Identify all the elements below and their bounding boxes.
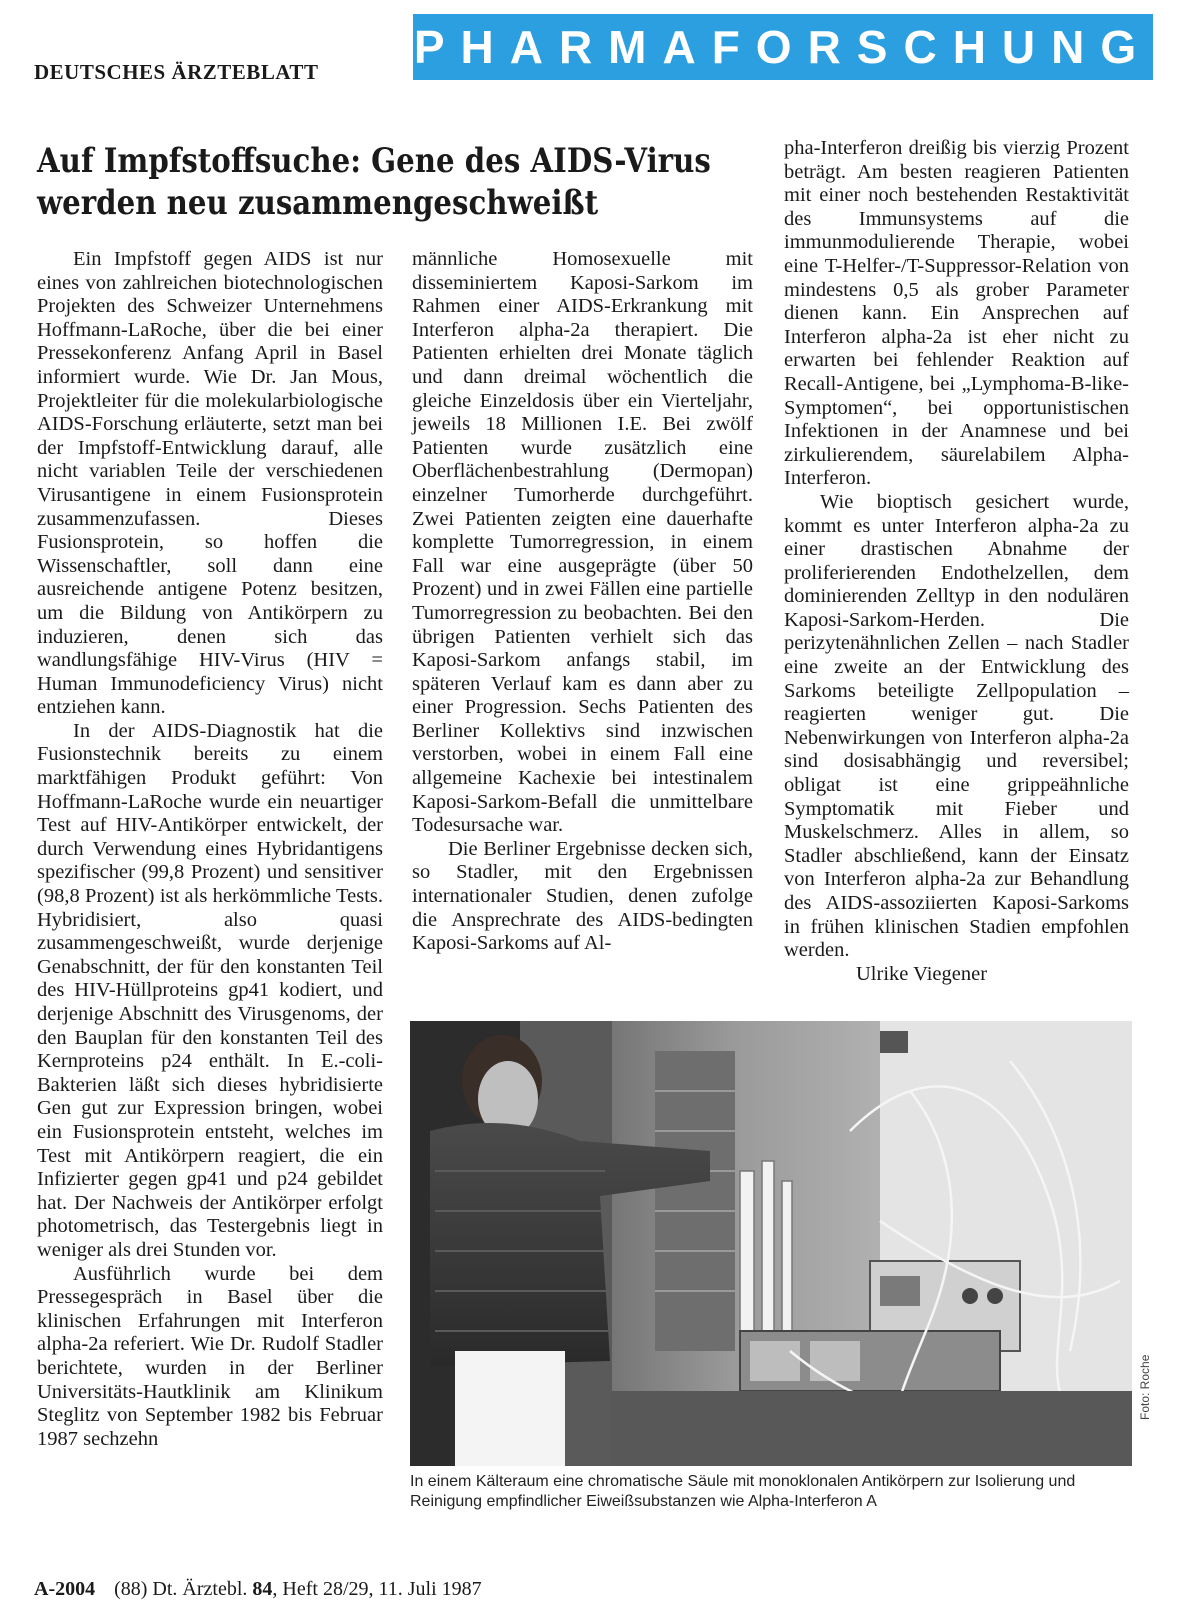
paragraph: In der AIDS-Diagnostik hat die Fusionstechnik bereits zu einem marktfähigen Produkt geführt: Von Hoffmann-LaRoche wurde ein neuartiger Test auf HIV-Antikörper entwickelt, der durch Verwendung eines Hybridantigens spezifischer (99,8 Prozent) und sensitiver (98,8 Prozent) ist als herkömmliche Tests. Hybridisiert, also quasi zusammengeschweißt, wurde derjenige Genabschnitt, der für den konstanten Teil des HIV-Hüllproteins gp41 kodiert, und derjenige Abschnitt des Virusgenoms, der den Bauplan für den konstanten Teil des Kernproteins p24 enthält. In E.-coli-Bakterien läßt sich dieses hybridisierte Gen gut zur Expression bringen, wobei ein Fusionsprotein entsteht, welches im Test mit Antikörpern reagiert, die ein Infizierter gegen gp41 und p24 gebildet hat. Der Nachweis der Antikörper erfolgt photometrisch, das Testergebnis liegt in weniger als drei Stunden vor. bbox=[37, 719, 383, 1261]
lab-photo bbox=[410, 1021, 1132, 1466]
page-number: A-2004 bbox=[34, 1578, 96, 1600]
paragraph: Wie bioptisch gesichert wurde, kommt es unter Interferon alpha-2a zu einer drastischen Abnahme der proliferierenden Endothelzellen, dem dominierenden Zelltyp in den nodulären Kaposi-Sarkom-Herden. Die perizytenähnlichen Zellen – nach Stadler eine zweite an der Entwicklung des Sarkoms beteiligte Zellpopulation – reagierten weniger gut. Die Nebenwirkungen von Interferon alpha-2a sind dosisabhängig und reversibel; obligat ist eine grippeähnliche Symptomatik mit Fieber und Muskelschmerz. Alles in allem, so Stadler abschließend, kann der Einsatz von Interferon alpha-2a zur Behandlung des AIDS-assoziierten Kaposi-Sarkoms in frühen klinischen Stadien empfohlen werden. bbox=[784, 490, 1129, 962]
paragraph: Die Berliner Ergebnisse decken sich, so Stadler, mit den Ergebnissen internationaler Studien, denen zufolge die Ansprechrate des AIDS-bedingten Kaposi-Sarkoms auf Al- bbox=[412, 837, 753, 955]
title-line-2: werden neu zusammengeschweißt bbox=[37, 183, 599, 223]
citation-suffix: , Heft 28/29, 11. Juli 1987 bbox=[272, 1578, 482, 1600]
title-line-1: Auf Impfstoffsuche: Gene des AIDS-Virus bbox=[37, 141, 711, 181]
article-title bbox=[37, 140, 742, 224]
text-column-1 bbox=[37, 248, 383, 1451]
paragraph: Ein Impfstoff gegen AIDS ist nur eines von zahlreichen biotechnologischen Projekten des Schweizer Unternehmens Hoffmann-LaRoche, über die bei einer Pressekonferenz Anfang April in Basel informiert wurde. Wie Dr. Jan Mous, Projektleiter für die molekularbiologische AIDS-Forschung erläuterte, setzt man bei der Impfstoff-Entwicklung darauf, alle nicht variablen Teile der verschiedenen Virusantigene in einem Fusionsprotein zusammenzufassen. Dieses Fusionsprotein, so hoffen die Wissenschaftler, soll dann eine ausreichende antigene Potenz besitzen, um die Bildung von Antikörpern zu induzieren, denen sich das wandlungsfähige HIV-Virus (HIV = Human Immunodeficiency Virus) nicht entziehen kann. bbox=[37, 248, 383, 719]
citation-prefix: (88) Dt. Ärztebl. bbox=[114, 1578, 248, 1600]
paragraph: Ausführlich wurde bei dem Pressegespräch in Basel über die klinischen Erfahrungen mit Interferon alpha-2a referiert. Wie Dr. Rudolf Stadler berichtete, wurden in der Berliner Universitäts-Hautklinik am Klinikum Steglitz von September 1982 bis Februar 1987 sechzehn bbox=[37, 1262, 383, 1450]
section-banner: PHARMAFORSCHUNG bbox=[413, 14, 1153, 80]
page-footer bbox=[34, 1578, 482, 1601]
journal-name: DEUTSCHES ÄRZTEBLATT bbox=[34, 60, 319, 84]
paragraph: pha-Interferon dreißig bis vierzig Prozent beträgt. Am besten reagieren Patienten mit einer noch bestehenden Restaktivität des Immunsystems auf die immunmodulierende Therapie, wobei eine T-Helfer-/T-Suppressor-Relation von mindestens 0,5 als grober Parameter dienen kann. Ein Ansprechen auf Interferon alpha-2a ist eher nicht zu erwarten bei fehlender Reaktion auf Recall-Antigene, bei „Lymphoma-B-like-Symptomen“, bei opportunistischen Infektionen in der Anamnese und bei zirkulierendem, säurelabilem Alpha-Interferon. bbox=[784, 137, 1129, 490]
author-name: Ulrike Viegener bbox=[856, 962, 988, 985]
paragraph: männliche Homosexuelle mit disseminiertem Kaposi-Sarkom im Rahmen einer AIDS-Erkrankung mit Interferon alpha-2a therapiert. Die Patienten erhielten drei Monate täglich und dann dreimal wöchentlich die gleiche Einzeldosis über ein Vierteljahr, jeweils 18 Millionen I.E. Bei zwölf Patienten wurde zusätzlich eine Oberflächenbestrahlung (Dermopan) einzelner Tumorherde durchgeführt. Zwei Patienten zeigten eine dauerhafte komplette Tumorregression, in einem Fall war eine ausgeprägte (über 50 Prozent) und in zwei Fällen eine partielle Tumorregression zu beobachten. Bei den übrigen Patienten verhielt sich das Kaposi-Sarkom anfangs stabil, im späteren Verlauf kam es dann aber zu einer Progression. Sechs Patienten des Berliner Kollektivs sind inzwischen verstorben, wobei in einem Fall eine allgemeine Kachexie bei intestinalem Kaposi-Sarkom-Befall die unmittelbare Todesursache war. bbox=[412, 248, 753, 837]
photo-credit: Foto: Roche bbox=[1138, 1354, 1152, 1420]
photo-caption: In einem Kälteraum eine chromatische Säule mit monoklonalen Antikörpern zur Isolierung und Reinigung empfindlicher Eiweißsubstanzen wie Alpha-Interferon A bbox=[410, 1473, 1076, 1510]
lab-scene-illustration bbox=[410, 1021, 1132, 1466]
text-column-3 bbox=[784, 137, 1129, 986]
text-column-2 bbox=[412, 248, 753, 956]
citation-volume: 84 bbox=[252, 1578, 273, 1600]
